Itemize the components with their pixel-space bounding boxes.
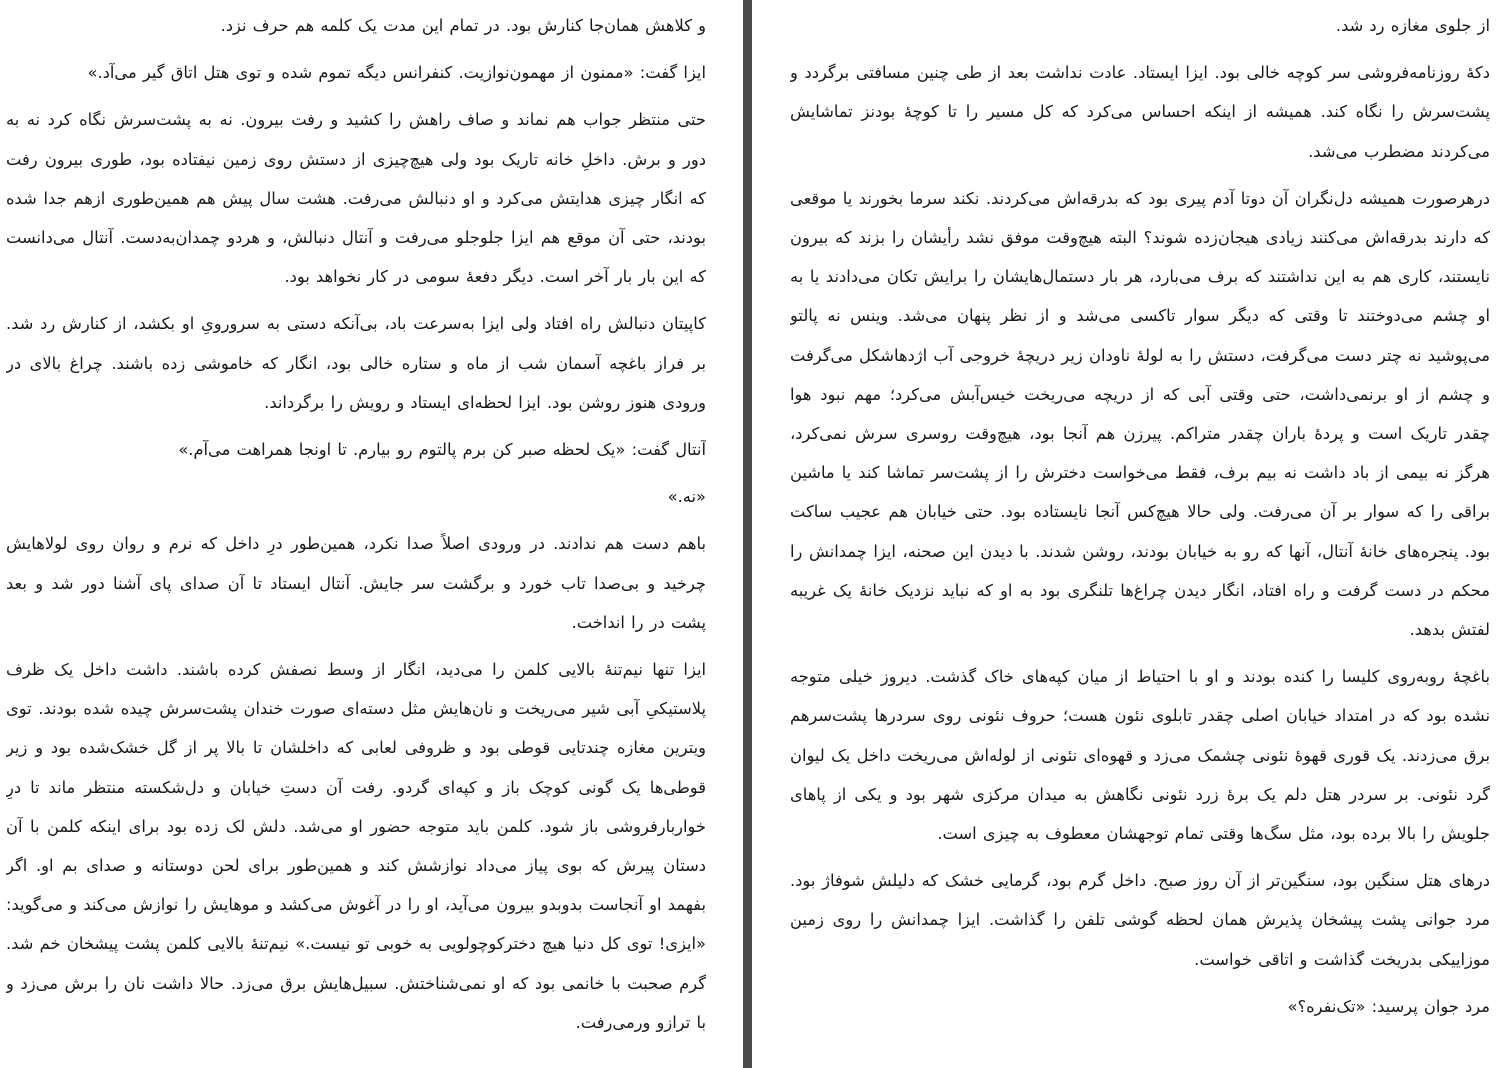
left-page	[6, 0, 706, 1068]
paragraph: درهای هتل سنگین بود، سنگین‌تر از آن روز صبح. داخل گرم بود، گرمایی خشک که دلیلش شوفاژ بود. مرد جوانی پشت پیشخان پذیرش همان لحظه گوشی تلفن را گذاشت. ایزا چمدانش را روی زمین موزاییکی بدریخت گذاشت و اتاقی خواست.	[790, 871, 1490, 969]
paragraph: باغچهٔ روبه‌روی کلیسا را کنده بودند و او با احتیاط از میان کپه‌های خاک گذشت. دیروز خیلی متوجه نشده بود که در امتداد خیابان اصلی چقدر تابلوی نئون هست؛ حروف نئونی روی سردرها پشت‌سرهم برق می‌زدند. یک قوری قهوهٔ نئونی چشمک می‌زد و قهوه‌ای نئونی از لوله‌اش می‌ریخت داخل یک لیوان گرد نئونی. بر سردر هتل دلم یک برهٔ زرد نئونی نگاهش به میدان مرکزی شهر بود و یکی از پاهای جلویش را بالا برده بود، مثل سگ‌ها وقتی تمام توجهشان معطوف به چیزی است.	[790, 667, 1490, 844]
paragraph: باهم دست هم ندادند. در ورودی اصلاً صدا نکرد، همین‌طور درِ داخل که نرم و روان روی لولاهایش چرخید و بی‌صدا تاب خورد و برگشت سر جایش. آنتال ایستاد تا آن صدای پای آشنا دور شد و بعد پشت در را انداخت.	[6, 534, 706, 632]
paragraph: از جلوی مغازه رد شد.	[1335, 16, 1490, 35]
paragraph: «نه.»	[667, 487, 706, 507]
paragraph: و کلاهش همان‌جا کنارش بود. در تمام این مدت یک کلمه هم حرف نزد.	[220, 16, 706, 35]
paragraph: کاپیتان دنبالش راه افتاد ولی ایزا به‌سرعت باد، بی‌آنکه دستی به سرورویِ او بکشد، از کنارش رد شد. بر فراز باغچه آسمان شب از ماه و ستاره خالی بود، انگار که خاموشی زده باشند. چراغ بالای در ورودی هنوز روشن بود. ایزا لحظه‌ای ایستاد و رویش را برگرداند.	[6, 314, 706, 412]
paragraph: دکهٔ روزنامه‌فروشی سر کوچه خالی بود. ایزا ایستاد. عادت نداشت بعد از طی چنین مسافتی برگردد و پشت‌سرش را نگاه کند. همیشه از اینکه احساس می‌کرد که کل مسیر را تا کوچهٔ بودنز تماشایش می‌کردند مضطرب می‌شد.	[790, 63, 1490, 161]
paragraph: مرد جوان پرسید: «تک‌نفره؟»	[1287, 996, 1490, 1016]
right-page	[790, 0, 1490, 1068]
paragraph: آنتال گفت: «یک لحظه صبر کن برم پالتوم رو بیارم. تا اونجا همراهت می‌آم.»	[178, 440, 706, 460]
paragraph: درهرصورت همیشه دل‌نگران آن دوتا آدم پیری بود که بدرقه‌اش می‌کردند. نکند سرما بخورند یا موقعی که دارند بدرقه‌اش می‌کنند زیادی هیجان‌زده شوند؟ البته هیچ‌وقت موفق نشد رأیشان را بزند که بیرون نایستند، کاری هم به این نداشتند که برف می‌بارد، هر بار دستمال‌هایشان را برایش تکان می‌دادند یا به او چشم می‌دوختند تا وقتی که دیگر سوار تاکسی می‌شد و از نظر پنهان می‌شد. وینس نه پالتو می‌پوشید نه چتر دست می‌گرفت، دستش را به لولهٔ ناودان زیر دریچهٔ خروجی آب اژدهاشکل می‌گرفت و چشم از او برنمی‌داشت، حتی وقتی آبی که از دریچه می‌ریخت خیس‌آبش می‌کرد؛ مهم نبود هوا چقدر تاریک است و پردهٔ باران چقدر متراکم. پیرزن هم آنجا بود، هیچ‌وقت روسری سرش نمی‌کرد، هرگز نه بیمی از باد داشت نه بیم برف، فقط می‌خواست دخترش را از پشت‌سر تماشا کند یا ماشین براقی را که سوار بر آن می‌رفت. ولی حالا هیچ‌کس آنجا نایستاده بود. حتی خیابان هم عجیب ساکت بود. پنجره‌های خانهٔ آنتال، آنها که رو به خیابان بودند، روشن شدند. با دیدن این صحنه، ایزا چمدانش را محکم در دست گرفت و راه افتاد، انگار دیدن چراغ‌ها تلنگری بود به او که نباید نزدیک خانهٔ یک غریبه لفتش بدهد.	[790, 188, 1490, 640]
paragraph: ایزا تنها نیم‌تنهٔ بالایی کلمن را می‌دید، انگار از وسط نصفش کرده باشند. داشت داخل یک ظرف پلاستیکیِ آبی شیر می‌ریخت و نان‌هایش مثل دسته‌ای صورت خندان پشت‌سرش چیده شده بودند. توی ویترین مغازه چندتایی قوطی بود و ظروفی لعابی که داخلشان تا بالا پر از گل خشک‌شده بود و زیر قوطی‌ها یک گونی کوچک باز و کپه‌ای گردو. رفت آن دستِ خیابان و دل‌شکسته منتظر ماند تا درِ خواربارفروشی باز شود. کلمن باید متوجه حضور او می‌شد. دلش لک زده بود برای اینکه کلمن با آن دستان پیرش که بوی پیاز می‌داد نوازشش کند و همین‌طور برای لحن دوستانه و صدای بم او. اگر بفهمد او آنجاست بدوبدو بیرون می‌آید، او را در آغوش می‌کشد و موهایش را نوازش می‌کند و می‌گوید: «ایزی! توی کل دنیا هیچ دخترکوچولویی به خوبی تو نیست.» نیم‌تنهٔ بالایی کلمن پشت پیشخان خم شد. گرم صحبت با خانمی بود که او نمی‌شناختش. سبیل‌هایش برق می‌زد. حالا داشت نان را برش می‌زد و با ترازو ورمی‌رفت.	[6, 660, 706, 1032]
paragraph: ایزا گفت: «ممنون از مهمون‌نوازیت. کنفرانس دیگه تموم شده و توی هتل اتاق گیر می‌آد.»	[87, 63, 706, 83]
paragraph: حتی منتظر جواب هم نماند و صاف راهش را کشید و رفت بیرون. نه به پشت‌سرش نگاه کرد نه به دور و بر‌ش. داخلِ خانه تاریک بود ولی هیچ‌چیزی از دستش روی زمین نیفتاده بود، طوری بیرون رفت که انگار چیزی هدایتش می‌کرد و او دنبالش می‌رفت. هشت سال پیش هم همین‌طوری ازهم جدا شده بودند، حتی آن موقع هم ایزا جلوجلو می‌رفت و آنتال دنبالش، و هردو چمدان‌به‌دست. آنتال می‌دانست که این بار بار آخر است. دیگر دفعهٔ سومی در کار نخواهد بود.	[6, 110, 706, 287]
book-spine-divider	[743, 0, 752, 1068]
